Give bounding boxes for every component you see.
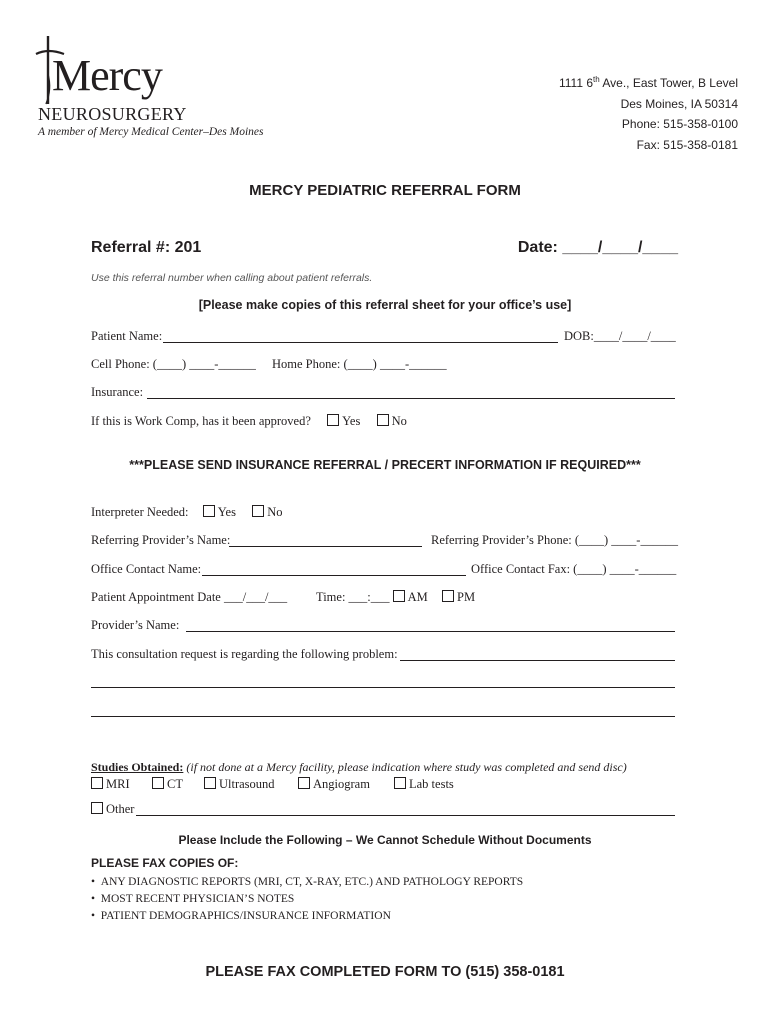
consultation-label: This consultation request is regarding the following problem: [91, 647, 398, 661]
other-checkbox[interactable] [91, 802, 103, 814]
fax-copies-list [91, 874, 523, 925]
study-option-ct[interactable] [152, 777, 204, 792]
studies-note: (if not done at a Mercy facility, please indication where study was completed and send disc) [183, 760, 627, 774]
home-phone-field[interactable]: Home Phone: (____) ____-______ [272, 357, 447, 371]
list-item: • ANY DIAGNOSTIC REPORTS (MRI, CT, X-RAY, ETC.) AND PATHOLOGY REPORTS [91, 876, 524, 888]
mri-label: MRI [106, 777, 130, 791]
fax-completed-note: PLEASE FAX COMPLETED FORM TO (515) 358-0181 [205, 964, 565, 980]
patient-name-label: Patient Name: [91, 329, 163, 343]
list-item: • PATIENT DEMOGRAPHICS/INSURANCE INFORMATION [91, 910, 391, 922]
ultrasound-label: Ultrasound [219, 777, 275, 791]
am-label: AM [407, 590, 428, 604]
providers-name-field[interactable] [186, 631, 675, 632]
ct-checkbox[interactable] [152, 777, 164, 789]
consultation-field-2[interactable] [91, 687, 675, 688]
lab-tests-label: Lab tests [409, 777, 454, 791]
pm-label: PM [457, 590, 476, 604]
studies-options [91, 777, 454, 792]
other-field[interactable] [136, 815, 675, 816]
lab-tests-checkbox[interactable] [394, 777, 406, 789]
work-comp-yes-checkbox[interactable] [327, 414, 339, 426]
patient-name-field[interactable] [163, 342, 558, 343]
angiogram-checkbox[interactable] [298, 777, 310, 789]
work-comp-label: If this is Work Comp, has it been approved? [91, 414, 311, 428]
interpreter-yes-checkbox[interactable] [203, 505, 215, 517]
work-comp-no-label: No [391, 414, 407, 428]
insurance-label: Insurance: [91, 385, 144, 399]
form-title: MERCY PEDIATRIC REFERRAL FORM [249, 182, 521, 199]
appointment-time-field[interactable]: Time: ___:___ [316, 590, 390, 604]
address-block [559, 70, 738, 155]
ct-label: CT [167, 777, 183, 791]
appointment-time-row [316, 590, 475, 605]
insurance-notice: ***PLEASE SEND INSURANCE REFERRAL / PRECERT INFORMATION IF REQUIRED*** [129, 458, 641, 472]
consultation-field-3[interactable] [91, 716, 675, 717]
studies-label: Studies Obtained: [91, 760, 184, 774]
tagline: A member of Mercy Medical Center–Des Moines [38, 126, 264, 138]
studies-heading [91, 760, 627, 775]
consultation-field-1[interactable] [400, 660, 675, 661]
date-label: Date: ____/____/____ [517, 239, 678, 256]
include-note: Please Include the Following – We Cannot Schedule Without Documents [178, 833, 592, 847]
fax-line: Fax: 515-358-0181 [636, 137, 738, 152]
interpreter-label: Interpreter Needed: [91, 505, 189, 519]
office-contact-label: Office Contact Name: [91, 562, 202, 576]
phone-line: Phone: 515-358-0100 [621, 117, 738, 131]
study-option-ultrasound[interactable] [204, 777, 298, 792]
interpreter-yes-label: Yes [217, 505, 236, 519]
angiogram-label: Angiogram [313, 777, 370, 791]
insurance-field[interactable] [147, 398, 675, 399]
providers-name-label: Provider’s Name: [91, 618, 180, 632]
work-comp-no-checkbox[interactable] [377, 414, 389, 426]
division-name: NEUROSURGERY [38, 104, 187, 124]
study-option-lab-tests[interactable] [394, 777, 454, 792]
study-option-mri[interactable] [91, 777, 152, 792]
brand-logo-text: Mercy [52, 51, 162, 100]
ultrasound-checkbox[interactable] [204, 777, 216, 789]
address-line-1: 1111 6th Ave., East Tower, B Level [558, 75, 738, 90]
study-option-other [91, 802, 134, 817]
study-option-angiogram[interactable] [298, 777, 394, 792]
work-comp-yes-label: Yes [342, 414, 361, 428]
fax-copies-heading: PLEASE FAX COPIES OF: [91, 856, 239, 870]
referring-provider-label: Referring Provider’s Name: [91, 533, 231, 547]
office-fax-field[interactable]: Office Contact Fax: (____) ____-______ [471, 562, 677, 576]
list-item: • MOST RECENT PHYSICIAN’S NOTES [91, 893, 295, 905]
pm-checkbox[interactable] [442, 590, 454, 602]
interpreter-no-checkbox[interactable] [252, 505, 264, 517]
interpreter-row [91, 505, 283, 520]
copies-note: [Please make copies of this referral sheet for your office’s use] [198, 298, 572, 312]
other-label: Other [106, 802, 135, 816]
work-comp-row [91, 414, 407, 429]
am-checkbox[interactable] [393, 590, 405, 602]
appointment-date-field[interactable]: Patient Appointment Date ___/___/___ [91, 590, 288, 604]
referring-phone-field[interactable]: Referring Provider’s Phone: (____) ____-______ [431, 533, 678, 547]
referral-number: Referral #: 201 [91, 239, 202, 256]
office-contact-field[interactable] [202, 575, 466, 576]
referring-provider-field[interactable] [229, 546, 422, 547]
dob-field[interactable]: DOB:____/____/____ [564, 329, 676, 343]
mri-checkbox[interactable] [91, 777, 103, 789]
interpreter-no-label: No [267, 505, 283, 519]
cell-phone-field[interactable]: Cell Phone: (____) ____-______ [91, 357, 256, 371]
referral-note: Use this referral number when calling about patient referrals. [91, 272, 373, 284]
address-line-2: Des Moines, IA 50314 [620, 96, 738, 111]
